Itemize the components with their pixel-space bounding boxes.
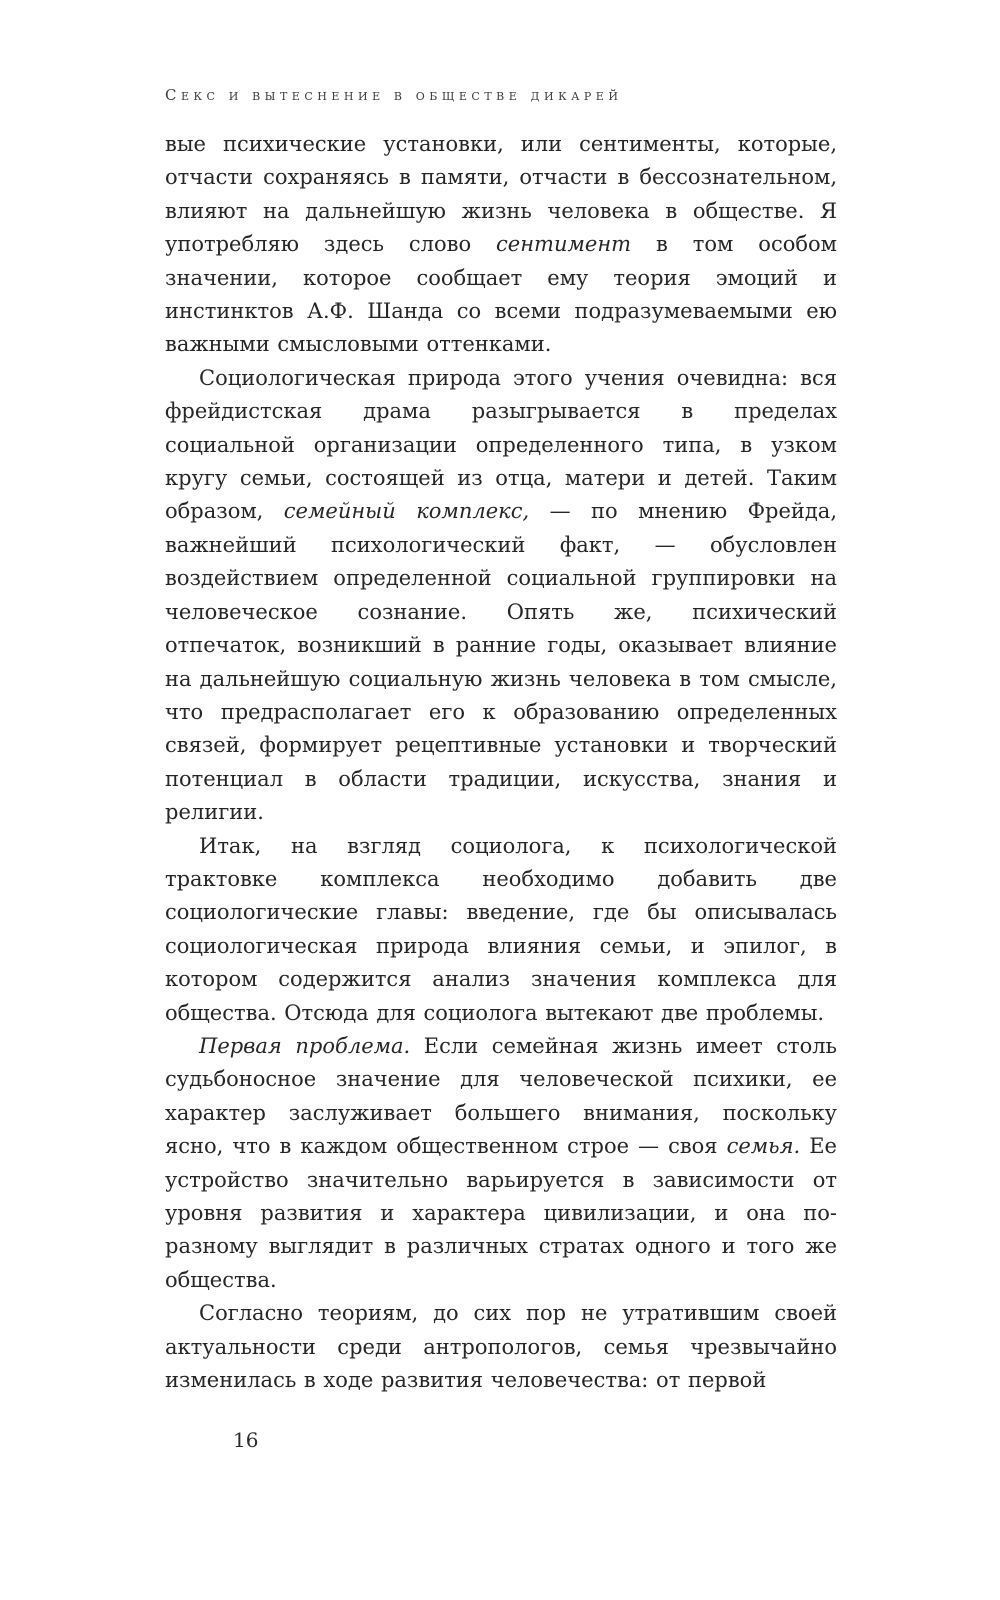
page-number: 16 bbox=[233, 1428, 259, 1452]
paragraph-segment: Социологическая природа этого учения очевидна: вся фрейдистская драма разыгрывается в пределах социальной организации определенного типа, в узком кругу семьи, состоящей из отца, матери и детей. Таким образом, bbox=[165, 365, 837, 524]
paragraph-segment: вые психические установки, или сентименты, которые, отчасти сохраняясь в памяти, отчасти в бессознательном, влияют на дальнейшую жизнь человека в обществе. Я употребляю здесь слово bbox=[165, 132, 837, 257]
paragraph bbox=[165, 1030, 837, 1297]
paragraph-segment-italic: семья. bbox=[726, 1134, 801, 1159]
paragraph-segment: Итак, на взгляд социолога, к психологической трактовке комплекса необходимо добавить две социологические главы: введение, где бы описывалась социологическая природа влияния семьи, и эпилог, в котором содержится анализ значения комплекса для общества. Отсюда для социолога вытекают две проблемы. bbox=[165, 833, 837, 1025]
paragraph bbox=[165, 128, 837, 362]
paragraph bbox=[165, 362, 837, 830]
paragraph-segment-italic: Первая проблема. bbox=[199, 1033, 411, 1058]
paragraph-segment: Согласно теориям, до сих пор не утратившим своей актуальности среди антропологов, семья чрезвычайно изменилась в ходе развития человечества: от первой bbox=[165, 1301, 837, 1393]
paragraph bbox=[165, 1297, 837, 1397]
paragraph-segment: Ее устройство значительно варьируется в зависимости от уровня развития и характера цивилизации, и она по-разному выглядит в различных стратах одного и того же общества. bbox=[165, 1134, 837, 1292]
running-header: Секс и вытеснение в обществе дикарей bbox=[165, 86, 623, 104]
paragraph-segment-italic: семейный комплекс, bbox=[283, 499, 530, 524]
paragraph-segment: в том особом значении, которое сообщает ему теория эмоций и инстинктов А.Ф. Шанда со всеми подразумеваемыми ею важными смысловыми оттенками. bbox=[165, 232, 837, 357]
paragraph bbox=[165, 830, 837, 1030]
paragraph-segment: Если семейная жизнь имеет столь судьбоносное значение для человеческой психики, ее характер заслуживает большего внимания, поскольку ясно, что в каждом общественном строе — своя bbox=[165, 1033, 837, 1159]
text-block bbox=[165, 128, 837, 1397]
paragraph-segment: — по мнению Фрейда, важнейший психологический факт, — обусловлен воздействием определенной социальной группировки на человеческое сознание. Опять же, психический отпечаток, возникший в ранние годы, оказывает влияние на дальнейшую социальную жизнь человека в том смысле, что предрасполагает его к образованию определенных связей, формирует рецептивные установки и творческий потенциал в области традиции, искусства, знания и религии. bbox=[165, 499, 837, 825]
paragraph-segment-italic: сентимент bbox=[496, 232, 632, 257]
